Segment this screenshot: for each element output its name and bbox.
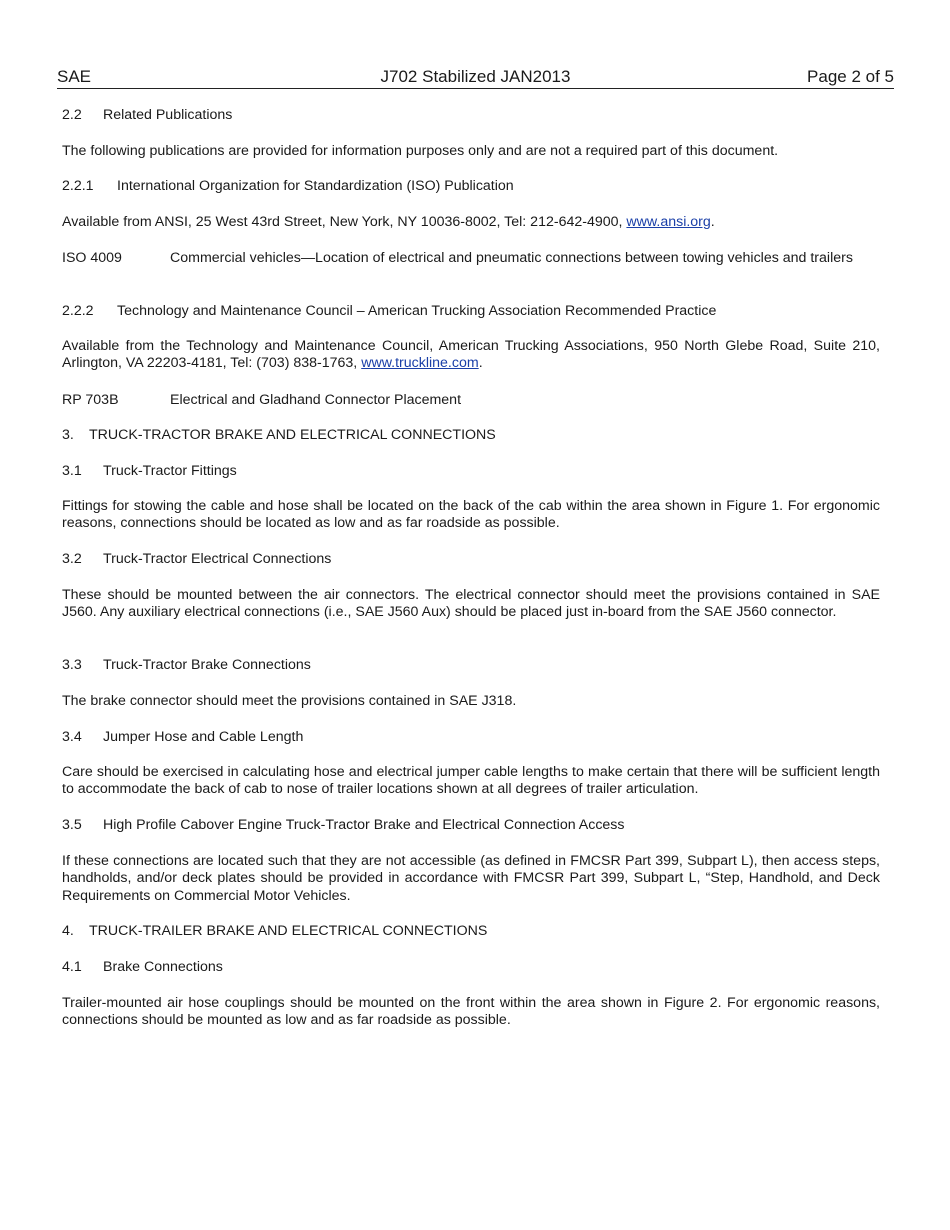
- paragraph-3-1: Fittings for stowing the cable and hose shall be located on the back of the cab within the area shown in Figure 1. For ergonomic reasons, connections should be located as low and as far roadside as possible.: [62, 498, 880, 532]
- section-heading-3-5: [62, 817, 880, 834]
- section-title: Truck-Tractor Electrical Connections: [103, 551, 332, 567]
- section-heading-2-2-1: [62, 178, 880, 195]
- section-title: Truck-Tractor Brake Connections: [103, 657, 311, 673]
- paragraph-tmc: [62, 338, 880, 373]
- paragraph-text: Available from ANSI, 25 West 43rd Street, New York, NY 10036-8002, Tel: 212-642-4900,: [62, 214, 627, 230]
- reference-title: Electrical and Gladhand Connector Placement: [170, 392, 462, 408]
- section-title: Technology and Maintenance Council – American Trucking Association Recommended Practice: [117, 303, 717, 319]
- reference-iso-4009: [62, 250, 880, 267]
- section-heading-3-3: [62, 657, 880, 674]
- section-title: Related Publications: [103, 107, 233, 123]
- section-heading-4: [62, 923, 880, 940]
- page-header: [57, 66, 894, 89]
- reference-title: Commercial vehicles—Location of electrical and pneumatic connections between towing vehicles and trailers: [170, 250, 853, 266]
- section-number: 3.4: [62, 729, 82, 745]
- header-org: SAE: [57, 67, 92, 86]
- section-heading-3-2: [62, 551, 880, 568]
- paragraph-ansi: [62, 214, 880, 231]
- section-number: 2.2: [62, 107, 82, 123]
- reference-code: ISO 4009: [62, 250, 122, 266]
- section-title: International Organization for Standardization (ISO) Publication: [117, 178, 514, 194]
- paragraph-intro: The following publications are provided for information purposes only and are not a required part of this document.: [62, 143, 779, 159]
- paragraph-text: Available from the Technology and Maintenance Council, American Trucking Associations, 950 North Glebe Road, Suite 210, Arlington, VA 22203-4181, Tel: (703) 838-1763,: [62, 338, 880, 372]
- paragraph-3-4: Care should be exercised in calculating hose and electrical jumper cable lengths to make certain that there will be sufficient length to accommodate the back of cab to nose of trailer locations shown at all degrees of trailer articulation.: [62, 764, 880, 798]
- section-number: 3.5: [62, 817, 82, 833]
- truckline-link[interactable]: www.truckline.com: [361, 355, 479, 372]
- header-doc-id: J702 Stabilized JAN2013: [380, 67, 571, 86]
- section-title: Brake Connections: [103, 959, 223, 975]
- reference-rp-703b: [62, 392, 880, 409]
- section-heading-4-1: [62, 959, 880, 976]
- section-heading-3: [62, 427, 880, 444]
- header-page-number: Page 2 of 5: [807, 67, 894, 86]
- section-heading-3-4: [62, 729, 880, 746]
- section-title: High Profile Cabover Engine Truck-Tractor Brake and Electrical Connection Access: [103, 817, 625, 833]
- section-number: 4.1: [62, 959, 82, 975]
- paragraph-end: .: [478, 355, 483, 372]
- section-title: TRUCK-TRACTOR BRAKE AND ELECTRICAL CONNECTIONS: [89, 427, 496, 443]
- section-number: 3.1: [62, 463, 82, 479]
- section-heading-2-2: [62, 107, 880, 124]
- section-number: 3.3: [62, 657, 82, 673]
- section-number: 2.2.1: [62, 178, 94, 194]
- paragraph-3-3: The brake connector should meet the provisions contained in SAE J318.: [62, 693, 517, 709]
- paragraph-4-1: Trailer-mounted air hose couplings should be mounted on the front within the area shown in Figure 2. For ergonomic reasons, connections should be mounted as low and as far roadside as possible.: [62, 995, 880, 1029]
- section-heading-2-2-2: [62, 303, 880, 320]
- paragraph-3-5: If these connections are located such that they are not accessible (as defined in FMCSR Part 399, Subpart L), then access steps, handholds, and/or deck plates should be provided in accordance with FMCSR Part 399, Subpart L, “Step, Handhold, and Deck Requirements on Commercial Motor Vehicles.: [62, 853, 880, 904]
- section-number: 2.2.2: [62, 303, 94, 319]
- reference-code: RP 703B: [62, 392, 119, 408]
- section-heading-3-1: [62, 463, 880, 480]
- section-number: 3.: [62, 427, 74, 443]
- paragraph-3-2: These should be mounted between the air connectors. The electrical connector should meet the provisions contained in SAE J560. Any auxiliary electrical connections (i.e., SAE J560 Aux) should be placed just in-board from the SAE J560 connector.: [62, 587, 880, 621]
- section-number: 3.2: [62, 551, 82, 567]
- paragraph-end: .: [710, 214, 715, 230]
- section-title: TRUCK-TRAILER BRAKE AND ELECTRICAL CONNECTIONS: [89, 923, 488, 939]
- ansi-link[interactable]: www.ansi.org: [626, 214, 711, 230]
- section-title: Truck-Tractor Fittings: [103, 463, 237, 479]
- section-title: Jumper Hose and Cable Length: [103, 729, 304, 745]
- section-number: 4.: [62, 923, 74, 939]
